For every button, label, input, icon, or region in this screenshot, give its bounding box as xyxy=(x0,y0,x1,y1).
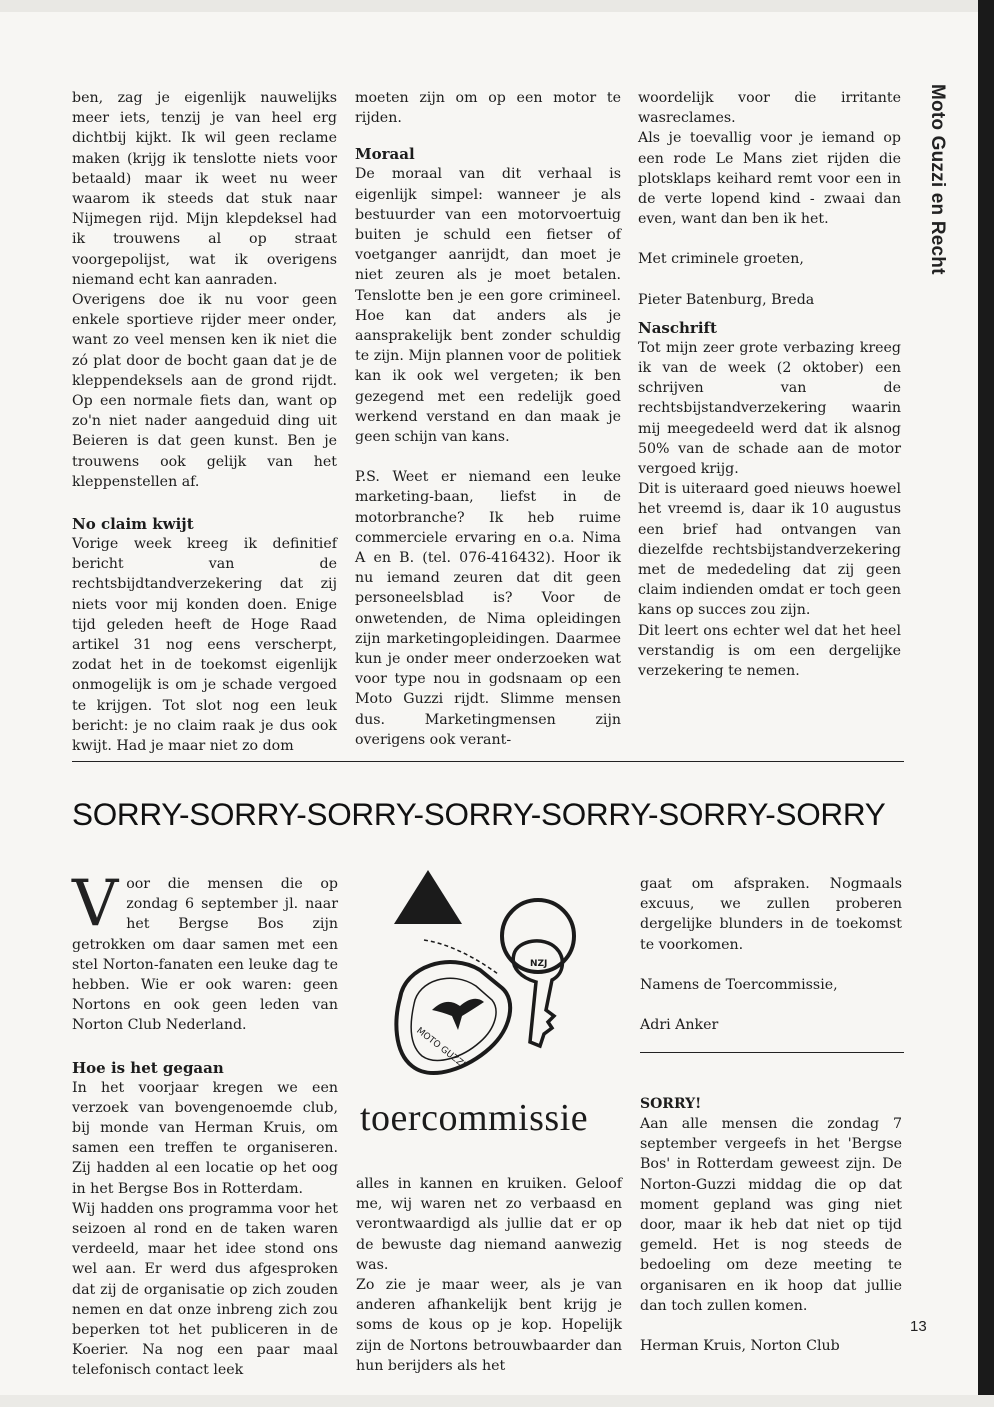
key-icon xyxy=(513,941,562,1046)
bottom-mid-paragraph-2: Zo zie je maar weer, als je van anderen afhankelijk bent krijg je soms de kous op je kop. Hopelijk zijn de Nortons betrouwbaarder dan hun berijders als het xyxy=(356,1277,622,1374)
page-number: 13 xyxy=(910,1318,927,1335)
eagle-icon xyxy=(432,999,484,1030)
side-title: Moto Guzzi en Recht xyxy=(927,84,948,275)
tent-icon xyxy=(394,870,462,924)
col3-paragraph-2: Als je toevallig voor je iemand op een rode Le Mans ziet rijden die plotsklaps keihard remt voor een in de verte lopend kind - zwaai dan even, want dan ben ik het. xyxy=(638,130,901,228)
bottom-paragraph-2: Wij hadden ons programma voor het seizoen al rond en de taken waren verdeeld, maar het idee stond ons wel aan. Er werd dus afgesproken dat zij de organisatie op zich zouden nemen en dat onze inbreng zich zou beperken tot het publiceren in de Koerier. Na nog een paar maal telefonisch contact leek xyxy=(72,1200,338,1379)
toercommissie-logo xyxy=(380,870,620,1100)
sorry-note-heading: SORRY! xyxy=(640,1096,702,1112)
bottom-right-closing: Namens de Toercommissie, xyxy=(640,976,838,993)
section-divider xyxy=(72,761,904,762)
col1-heading: No claim kwijt xyxy=(72,515,194,534)
column-1 xyxy=(72,88,337,756)
bottom-heading: Hoe is het gegaan xyxy=(72,1058,224,1077)
bottom-right-signature: Adri Anker xyxy=(640,1017,719,1034)
col1-paragraph-1: ben, zag je eigenlijk nauwelijks meer iets, tenzij je van heel erg dichtbij kijkt. Ik wil geen reclame maken (krijg ik tenslotte niets voor betaald) maar ik weet nu weer waarom ik steeds dat stuk naar Nijmegen rijd. Mijn klepdeksel had ik trouwens al op straat voorgepolijst, wat ik overigens niemand echt kan aanraden. xyxy=(72,90,337,288)
sorry-note-signature: Herman Kruis, Norton Club xyxy=(640,1338,840,1355)
bottom-column-1 xyxy=(72,867,338,1381)
col3-body-3: Dit leert ons echter wel dat het heel verstandig is om een dergelijke verzekering te nemen. xyxy=(638,622,901,680)
column-2 xyxy=(355,88,621,750)
key-tag-text: MOTO GUZZI xyxy=(414,1026,467,1071)
bottom-column-3 xyxy=(640,874,902,1035)
col3-signature: Pieter Batenburg, Breda xyxy=(638,291,815,308)
col3-paragraph-1: woordelijk voor die irritante wasreclames. xyxy=(638,90,901,127)
col2-heading: Moraal xyxy=(355,145,415,164)
logo-word: toercommissie xyxy=(360,1097,589,1139)
key-text: NZJ xyxy=(530,959,548,969)
sorry-banner: SORRY-SORRY-SORRY-SORRY-SORRY-SORRY-SORRY xyxy=(72,796,886,832)
bottom-intro xyxy=(72,867,338,1036)
dashed-trail xyxy=(424,940,498,974)
col3-body-1: Tot mijn zeer grote verbazing kreeg ik van de week (2 oktober) een schrijven van de rechtsbijstandverzekering waarin mij meegedeeld werd dat ik alsnog 50% van de schade aan de motor vergoed krijg. xyxy=(638,339,901,478)
bottom-right-paragraph-1: gaat om afspraken. Nogmaals excuus, we zullen proberen dergelijke blunders in de toekomst te voorkomen. xyxy=(640,876,902,953)
col2-intro: moeten zijn om op een motor te rijden. xyxy=(355,90,621,127)
sorry-note-body: Aan alle mensen die zondag 7 september vergeefs in het 'Bergse Bos' in Rotterdam geweest zijn. De Norton-Guzzi middag die op dat moment gepland was ging niet door, maar ik heb dat niet op tijd gemeld. Het is nog steeds de bedoeling om deze meeting te organisaren en ik hoop dat jullie dan toch zullen komen. xyxy=(640,1116,902,1314)
drop-cap: V xyxy=(72,867,119,941)
col1-body: Vorige week kreeg ik definitief bericht van de rechtsbijdtandverzekering dat zij niets voor mij konden doen. Enige tijd geleden heeft de Hoge Raad artikel 31 nog eens verscherpt, zodat het in de toekomst eigenlijk onmogelijk is om je schade vergoed te krijgen. Tot slot nog een leuk bericht: je no claim raak je dus ook kwijt. Had je maar niet zo dom xyxy=(72,536,337,755)
sorry-note xyxy=(640,1094,902,1356)
page-bottom-edge xyxy=(0,1395,994,1407)
page-right-edge xyxy=(978,0,994,1407)
col2-ps: P.S. Weet er niemand een leuke marketing-baan, liefst in de motorbranche? Ik heb ruime commerciele ervaring en o.a. Nima A en B. (tel. 076-416432). Hoor ik nu iemand zeuren dat dit geen personeelsblad is? Voor de onwetenden, de Nima opleidingen zijn marketingopleidingen. Daarmee kun je onder meer onderzoeken wat voor type nou in godsnaam op een Moto Guzzi rijdt. Slimme mensen dus. Marketingmensen zijn overigens ook verant- xyxy=(355,469,621,748)
signature-divider xyxy=(640,1052,904,1053)
bottom-paragraph-1: In het voorjaar kregen we een verzoek van bovengenoemde club, bij monde van Herman Kruis, om samen een treffen te organiseren. Zij hadden al een locatie op het oog in het Bergse Bos in Rotterdam. xyxy=(72,1079,338,1197)
bottom-mid-paragraph-1: alles in kannen en kruiken. Geloof me, wij waren net zo verbaasd en verontwaardigd als jullie dat er op de bewuste dag niemand aanwezig was. xyxy=(356,1176,622,1273)
col3-heading: Naschrift xyxy=(638,318,717,337)
col2-body: De moraal van dit verhaal is eigenlijk simpel: wanneer je als bestuurder van een motorvoertuig buiten je schuld een fietser of voetganger aanrijdt, dan moet je niet zeuren als je moet betalen. Tenslotte ben je een gore crimineel. Hoe kan dat anders als je aansprakelijk bent zonder schuldig te zijn. Mijn plannen voor de politiek kan ik ook wel vergeten; ik ben gezegend met een redelijk goed werkend verstand en dan maak je geen schijn van kans. xyxy=(355,166,621,446)
bottom-intro-text: oor die mensen die op zondag 6 september jl. naar het Bergse Bos zijn getrokken om daar samen met een stel Norton-fanaten een leuke dag te hebben. Wie er ook waren: geen Nortons en ook geen leden van Norton Club Nederland. xyxy=(72,876,338,1034)
col3-greeting: Met criminele groeten, xyxy=(638,251,804,268)
bottom-column-2 xyxy=(356,1174,622,1376)
col1-paragraph-2: Overigens doe ik nu voor geen enkele sportieve rijder meer onder, want zo veel mensen ken ik niet die zó plat door de bocht gaan dat je de kleppendeksels aan de grond rijdt. Op een normale fiets dan, want op zo'n niet nader aangeduid ding uit Beieren is dat geen kunst. Ben je trouwens ook gelijk van het kleppenstellen af. xyxy=(72,292,337,490)
page-top-edge xyxy=(0,0,994,12)
col3-body-2: Dit is uiteraard goed nieuws hoewel het vreemd is, daar ik 10 augustus een brief had ontvangen van diezelfde rechtsbijstandverzekering met de mededeling dat zij geen claim indienden omdat er toch geen kans op succes zou zijn. xyxy=(638,481,901,619)
column-3 xyxy=(638,88,901,681)
